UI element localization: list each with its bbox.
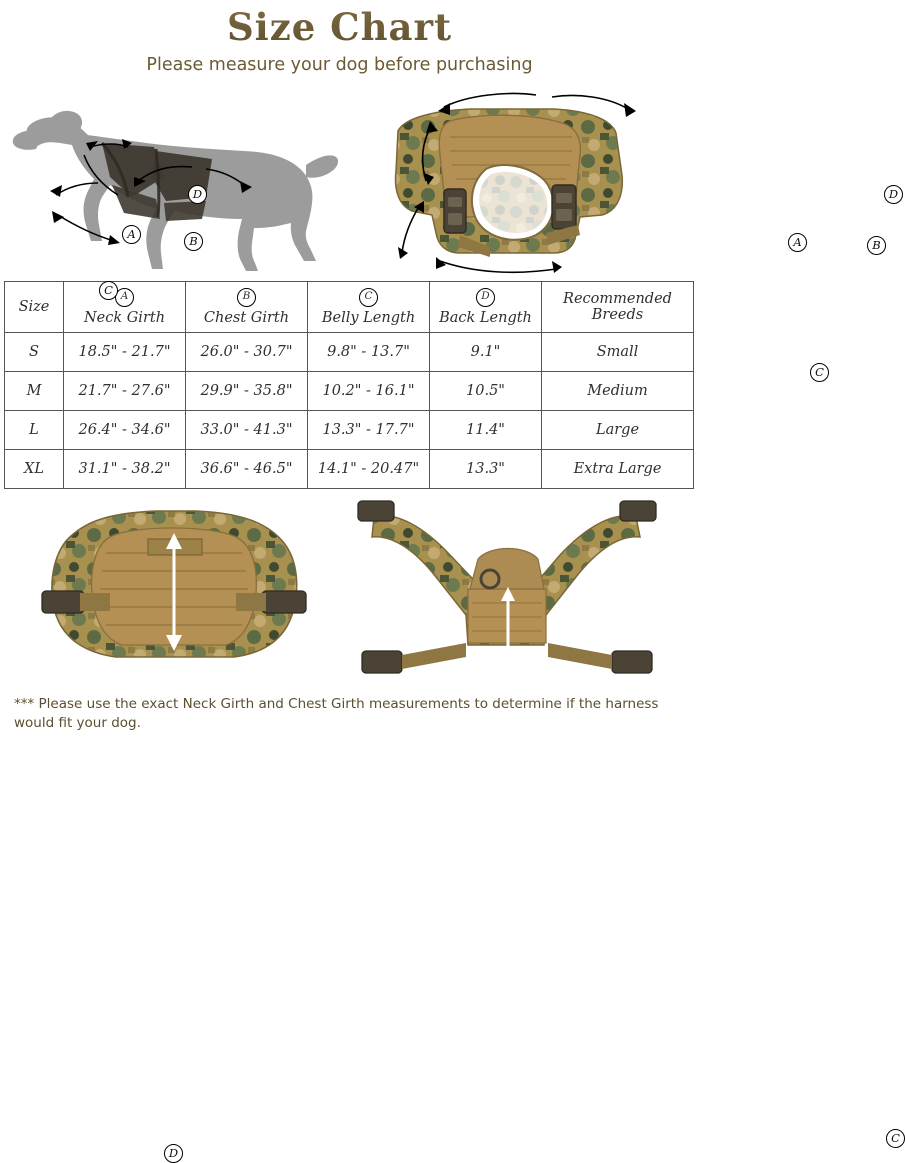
badge-c-header: C: [359, 288, 378, 307]
size-table: [4, 281, 694, 489]
badge-d-header: D: [476, 288, 495, 307]
cell-breeds: Large: [542, 410, 694, 449]
cell-belly: 14.1" - 20.47": [308, 449, 430, 488]
badge-c-flat: C: [886, 1129, 905, 1148]
harness-flat-front-svg: [340, 493, 674, 693]
cell-breeds: Small: [542, 332, 694, 371]
badge-c-product: C: [810, 363, 829, 382]
cell-back: 9.1": [430, 332, 542, 371]
camo-harness-front-svg: [340, 85, 674, 281]
header-recommended-breeds: [542, 281, 694, 332]
cell-chest: 26.0" - 30.7": [186, 332, 308, 371]
header-chest-girth-label: Chest Girth: [203, 310, 290, 327]
cell-back: 10.5": [430, 371, 542, 410]
cell-neck: 26.4" - 34.6": [64, 410, 186, 449]
badge-b-dog: B: [184, 232, 203, 251]
dog-silhouette-diagram: [6, 85, 340, 297]
footnote: *** Please use the exact Neck Girth and Chest Girth measurements to determine if the harness would fit your dog.: [14, 695, 659, 732]
badge-c-dog: C: [99, 281, 118, 300]
cell-chest: 36.6" - 46.5": [186, 449, 308, 488]
page-subtitle: Please measure your dog before purchasing: [146, 54, 533, 75]
cell-chest: 29.9" - 35.8": [186, 371, 308, 410]
header-recommended-breeds-label: Recommended Breeds: [563, 290, 672, 323]
cell-size: L: [5, 410, 64, 449]
header-belly-length: [308, 281, 430, 332]
size-table-body: [5, 332, 694, 488]
badge-b-header: B: [237, 288, 256, 307]
header-back-length-label: Back Length: [439, 310, 532, 327]
cell-size: XL: [5, 449, 64, 488]
harness-flat-top-svg: [6, 493, 340, 693]
badge-a-header: A: [115, 288, 134, 307]
size-table-wrapper: [0, 281, 679, 489]
cell-neck: 18.5" - 21.7": [64, 332, 186, 371]
table-row: [5, 449, 694, 488]
header-size-label: Size: [18, 298, 50, 315]
badge-d-dog: D: [188, 185, 207, 204]
badge-d-flat: D: [164, 1144, 183, 1163]
cell-belly: 10.2" - 16.1": [308, 371, 430, 410]
header-neck-girth: [64, 281, 186, 332]
cell-belly: 9.8" - 13.7": [308, 332, 430, 371]
cell-size: M: [5, 371, 64, 410]
harness-flat-front-view: [340, 493, 900, 1145]
dog-silhouette-svg: [6, 85, 340, 281]
cell-neck: 31.1" - 38.2": [64, 449, 186, 488]
cell-belly: 13.3" - 17.7": [308, 410, 430, 449]
header-back-length: [430, 281, 542, 332]
cell-size: S: [5, 332, 64, 371]
table-row: [5, 332, 694, 371]
header-chest-girth: [186, 281, 308, 332]
cell-chest: 33.0" - 41.3": [186, 410, 308, 449]
header-belly-length-label: Belly Length: [321, 310, 416, 327]
cell-breeds: Extra Large: [542, 449, 694, 488]
buckle-right: [552, 185, 576, 229]
cell-neck: 21.7" - 27.6": [64, 371, 186, 410]
badge-a-dog: A: [122, 225, 141, 244]
table-row: [5, 371, 694, 410]
table-row: [5, 410, 694, 449]
buckle-left: [444, 189, 466, 233]
badge-b-product: B: [867, 236, 886, 255]
cell-back: 13.3": [430, 449, 542, 488]
cell-back: 11.4": [430, 410, 542, 449]
badge-a-product: A: [788, 233, 807, 252]
header: [0, 0, 679, 75]
header-size: [5, 281, 64, 332]
page-title: Size Chart: [0, 6, 679, 49]
header-neck-girth-label: Neck Girth: [83, 310, 166, 327]
cell-breeds: Medium: [542, 371, 694, 410]
badge-d-product: D: [884, 185, 903, 204]
